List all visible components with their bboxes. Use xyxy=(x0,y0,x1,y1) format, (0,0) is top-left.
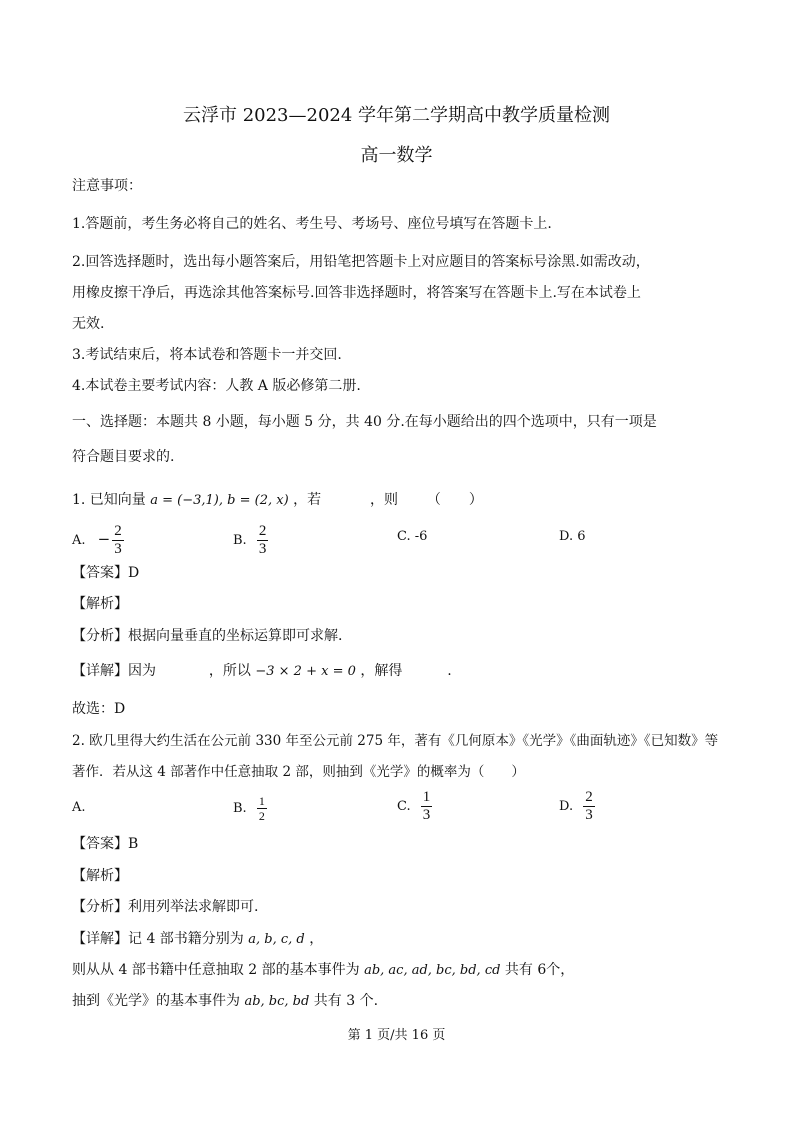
notice-item-2-cont: 用橡皮擦干净后，再选涂其他答案标号.回答非选择题时，将答案写在答题卡上.写在本试卷上 xyxy=(72,285,641,301)
notice-item-2: 2.回答选择题时，选出每小题答案后，用铅笔把答题卡上对应题目的答案标号涂黑.如需改动， xyxy=(72,254,650,270)
q2-stem: 2. 欧几里得大约生活在公元前 330 年至公元前 275 年，著有《几何原本》《光学》《曲面轨迹》《已知数》等 xyxy=(72,733,719,749)
q1-paren: （ ） xyxy=(426,492,483,508)
q2-option-b: B. $\frac{1}{2}$ xyxy=(233,794,265,823)
q2-option-c: C. $\frac{1}{3}$ xyxy=(397,789,431,823)
notice-item-4: 4.本试卷主要考试内容：人教 A 版必修第二册. xyxy=(72,378,361,394)
q2-option-a: A. xyxy=(72,800,86,815)
q1-option-d: D. 6 xyxy=(559,529,586,544)
q1-answer: 【答案】D xyxy=(72,565,140,581)
q1-detail-equation: −3 × 2 + x = 0 xyxy=(255,664,356,679)
q1-fenxi: 【分析】根据向量垂直的坐标运算即可求解. xyxy=(72,628,343,644)
section-heading-cont: 符合题目要求的. xyxy=(72,449,175,465)
exam-subtitle: 高一数学 xyxy=(360,145,433,166)
q1-stem-start: 1. 已知向量 xyxy=(72,492,146,508)
notice-item-3: 3.考试结束后，将本试卷和答题卡一并交回. xyxy=(72,347,342,363)
q2-events-optics: 抽到《光学》的基本事件为 ab, bc, bd 共有 3 个. xyxy=(72,993,379,1009)
q1-option-c: C. -6 xyxy=(397,529,428,544)
q1-option-b: B. $\frac{2}{3}$ xyxy=(233,523,267,557)
q2-events-all: 则从从 4 部书籍中任意抽取 2 部的基本事件为 ab, ac, ad, bc, bd, cd 共有 6个， xyxy=(72,962,575,978)
notice-heading: 注意事项： xyxy=(72,178,142,194)
q2-optics-events-list: ab, bc, bd xyxy=(244,994,310,1009)
q2-events-list: ab, ac, ad, bc, bd, cd xyxy=(364,963,501,978)
page-footer: 第 1 页/共 16 页 xyxy=(347,1028,446,1043)
q1-stem-if: ，若 xyxy=(293,492,322,508)
q1-detail: 【详解】因为 ，所以 −3 × 2 + x = 0 ，解得 . xyxy=(72,663,452,679)
q2-stem-cont: 著作．若从这 4 部著作中任意抽取 2 部，则抽到《光学》的概率为（ ） xyxy=(72,764,525,780)
notice-item-1: 1.答题前，考生务必将自己的姓名、考生号、考场号、座位号填写在答题卡上. xyxy=(72,216,552,232)
q2-analysis-label: 【解析】 xyxy=(72,868,128,884)
section-heading: 一、选择题：本题共 8 小题，每小题 5 分，共 40 分.在每小题给出的四个选项中，只有一项是 xyxy=(72,414,657,430)
q2-detail: 【详解】记 4 部书籍分别为 a, b, c, d ， xyxy=(72,931,324,947)
q1-stem xyxy=(72,490,483,511)
q1-option-a: A. − $\frac{2}{3}$ xyxy=(72,523,122,557)
q2-book-labels: a, b, c, d xyxy=(248,932,305,947)
q1-analysis-label: 【解析】 xyxy=(72,596,128,612)
q2-fenxi: 【分析】利用列举法求解即可. xyxy=(72,899,259,915)
notice-item-2-end: 无效. xyxy=(72,316,105,332)
exam-title: 云浮市 2023—2024 学年第二学期高中教学质量检测 xyxy=(182,105,611,126)
q1-vectors: a = (−3,1), b = (2, x) xyxy=(150,493,289,508)
q2-option-d: D. $\frac{2}{3}$ xyxy=(559,789,593,823)
q2-answer: 【答案】B xyxy=(72,836,139,852)
q1-stem-then: ，则 xyxy=(370,492,398,508)
q1-choose: 故选：D xyxy=(72,701,126,717)
